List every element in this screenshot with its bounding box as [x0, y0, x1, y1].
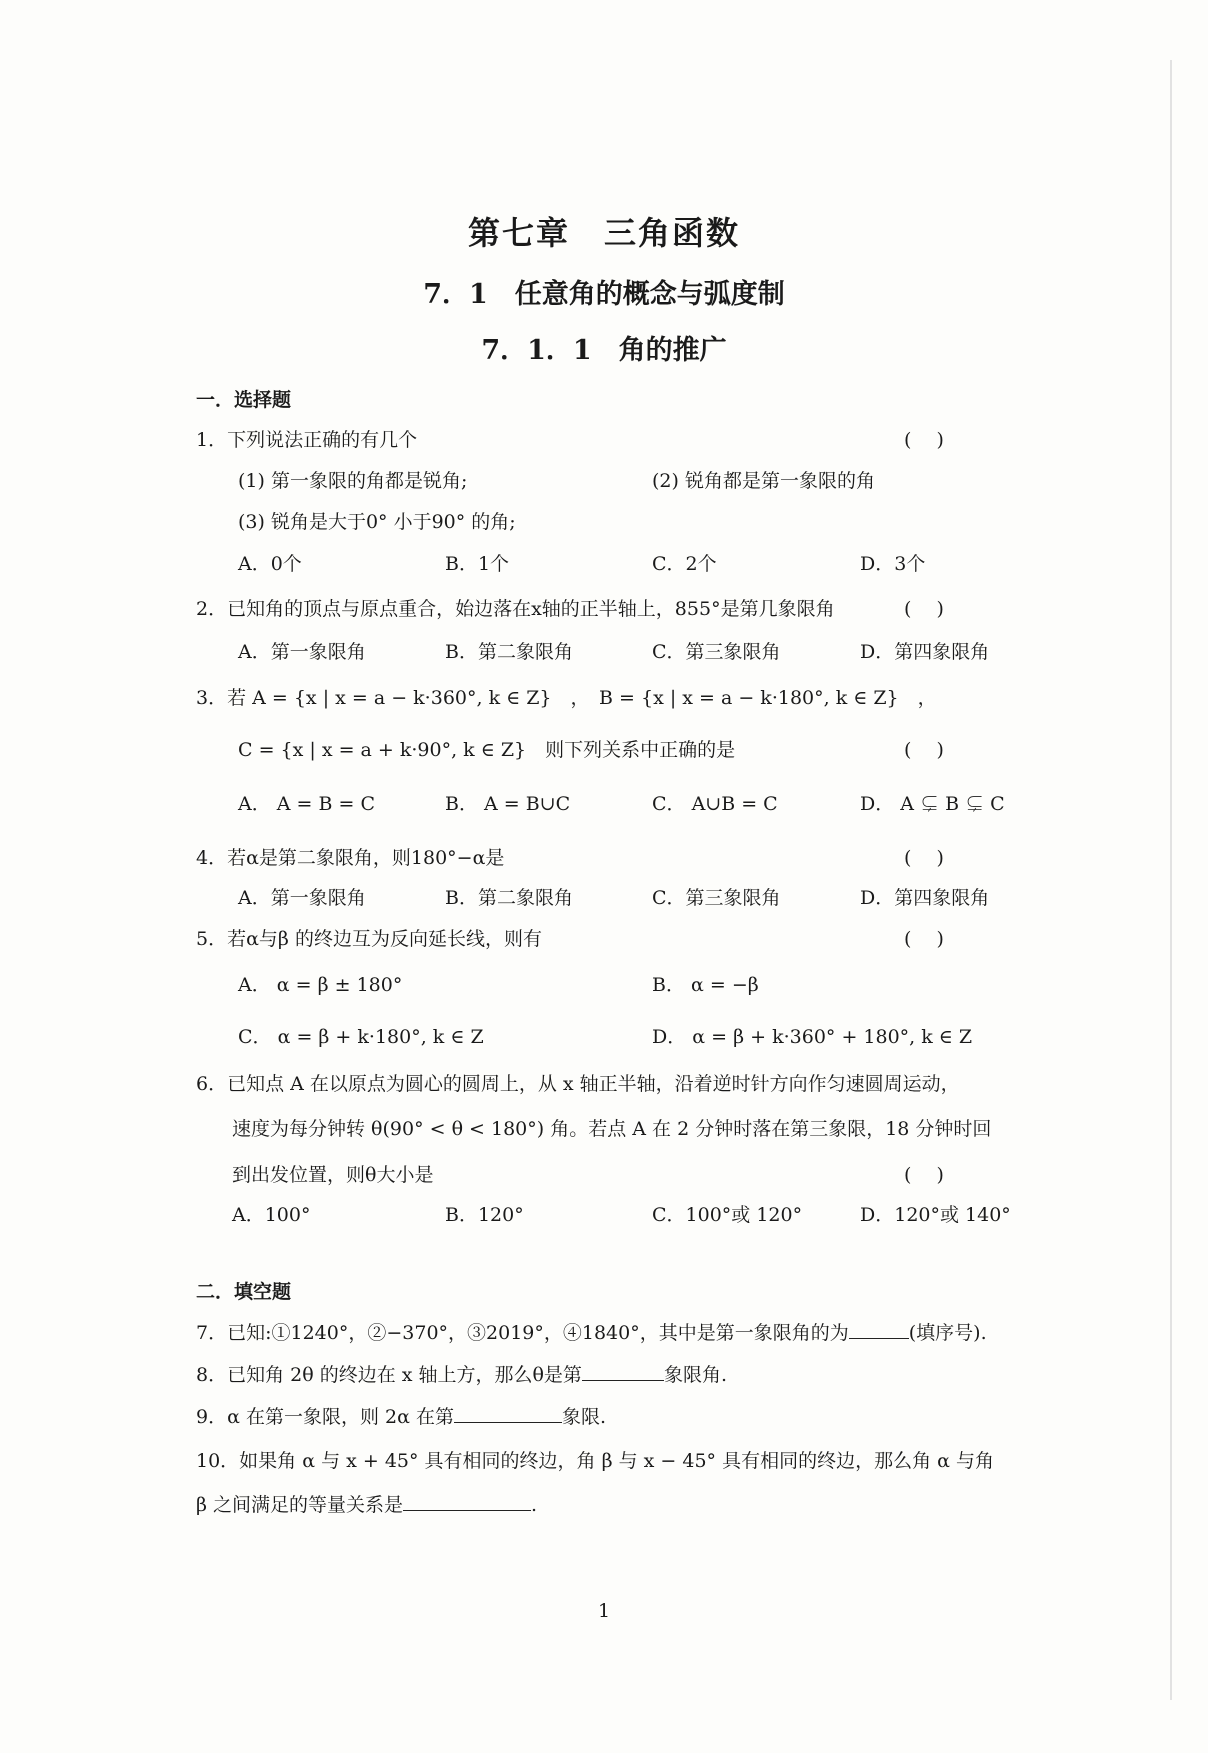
- question-8: [196, 1360, 727, 1387]
- question-6-option-a: A．100°: [232, 1204, 311, 1226]
- question-9-suffix: 象限.: [561, 1406, 607, 1428]
- question-6-answer-paren: ( ): [904, 1164, 944, 1186]
- question-6-stem-line-1: 6．已知点 A 在以原点为圆心的圆周上，从 x 轴正半轴，沿着逆时针方向作匀速圆周运动，: [196, 1073, 960, 1095]
- question-10-blank[interactable]: [403, 1492, 531, 1511]
- question-2-option-a: A．第一象限角: [238, 641, 366, 663]
- question-3-option-a: A． A = B = C: [238, 793, 375, 815]
- question-4-option-c: C．第三象限角: [652, 887, 781, 909]
- question-3-option-d: D． A ⊊ B ⊊ C: [860, 793, 1005, 815]
- question-6-option-c: C．100°或 120°: [652, 1204, 803, 1226]
- question-3-stem-line-1: 3．若 A = {x | x = a − k·360°, k ∈ Z} ， B = {x | x = a − k·180°, k ∈ Z} ，: [196, 687, 937, 709]
- question-7-blank[interactable]: [849, 1320, 909, 1339]
- question-9-text: 9．α 在第一象限，则 2α 在第: [196, 1406, 454, 1428]
- question-3-answer-paren: ( ): [904, 739, 944, 761]
- question-1-option-a: A．0个: [238, 553, 302, 575]
- question-6-stem-line-2: 速度为每分钟转 θ(90° < θ < 180°) 角。若点 A 在 2 分钟时落在第三象限，18 分钟时回: [232, 1118, 992, 1140]
- question-2-option-c: C．第三象限角: [652, 641, 781, 663]
- question-3-option-b: B． A = B∪C: [445, 793, 571, 815]
- question-4-answer-paren: ( ): [904, 847, 944, 869]
- question-9: [196, 1402, 606, 1429]
- question-6-option-b: B．120°: [445, 1204, 524, 1226]
- question-10-line-1: 10．如果角 α 与 x + 45° 具有相同的终边，角 β 与 x − 45° 具有相同的终边，那么角 α 与角: [196, 1450, 995, 1472]
- question-7: [196, 1318, 987, 1345]
- question-5-option-d: D． α = β + k·360° + 180°, k ∈ Z: [652, 1026, 973, 1048]
- question-7-suffix: (填序号).: [908, 1322, 987, 1344]
- question-2-option-d: D．第四象限角: [860, 641, 990, 663]
- question-1-statement-3: (3) 锐角是大于0° 小于90° 的角;: [238, 511, 516, 533]
- question-4-stem: 4．若α是第二象限角，则180°−α是: [196, 847, 505, 869]
- question-1-option-c: C．2个: [652, 553, 717, 575]
- section-heading-choice: 一．选择题: [196, 389, 292, 411]
- question-6-stem-line-3: 到出发位置，则θ大小是: [232, 1164, 434, 1186]
- question-1-statement-1: (1) 第一象限的角都是锐角;: [238, 470, 468, 492]
- question-8-blank[interactable]: [582, 1362, 664, 1381]
- chapter-title: 第七章 三角函数: [467, 214, 740, 252]
- question-8-suffix: 象限角.: [663, 1364, 727, 1386]
- section-heading-fill-in: 二．填空题: [196, 1281, 292, 1303]
- question-3-stem-line-2: C = {x | x = a + k·90°, k ∈ Z} 则下列关系中正确的是: [238, 739, 736, 761]
- question-9-blank[interactable]: [454, 1404, 562, 1423]
- question-5-option-a: A． α = β ± 180°: [238, 974, 403, 996]
- question-2-option-b: B．第二象限角: [445, 641, 573, 663]
- question-2-answer-paren: ( ): [904, 598, 944, 620]
- question-10-text: β 之间满足的等量关系是: [196, 1494, 404, 1516]
- question-5-option-b: B． α = −β: [652, 974, 759, 996]
- question-1-option-b: B．1个: [445, 553, 510, 575]
- question-5-stem: 5．若α与β 的终边互为反向延长线，则有: [196, 928, 542, 950]
- question-1-stem: 1．下列说法正确的有几个: [196, 429, 418, 451]
- question-4-option-a: A．第一象限角: [238, 887, 366, 909]
- question-7-text: 7．已知:①1240°，②−370°，③2019°，④1840°，其中是第一象限角的为: [196, 1322, 849, 1344]
- question-1-option-d: D．3个: [860, 553, 926, 575]
- question-1-answer-paren: ( ): [904, 429, 944, 451]
- question-3-option-c: C． A∪B = C: [652, 793, 778, 815]
- question-10-suffix: .: [531, 1494, 538, 1516]
- question-4-option-d: D．第四象限角: [860, 887, 990, 909]
- question-8-text: 8．已知角 2θ 的终边在 x 轴上方，那么θ是第: [196, 1364, 582, 1386]
- question-5-answer-paren: ( ): [904, 928, 944, 950]
- question-6-option-d: D．120°或 140°: [860, 1204, 1011, 1226]
- question-4-option-b: B．第二象限角: [445, 887, 573, 909]
- question-2-stem: 2．已知角的顶点与原点重合，始边落在x轴的正半轴上，855°是第几象限角: [196, 598, 835, 620]
- section-title: 7．1 任意角的概念与弧度制: [423, 279, 785, 310]
- question-1-statement-2: (2) 锐角都是第一象限的角: [652, 470, 875, 492]
- question-10-line-2: [196, 1490, 537, 1517]
- question-5-option-c: C． α = β + k·180°, k ∈ Z: [238, 1026, 484, 1048]
- page-number: 1: [597, 1600, 611, 1622]
- subsection-title: 7．1．1 角的推广: [481, 335, 727, 366]
